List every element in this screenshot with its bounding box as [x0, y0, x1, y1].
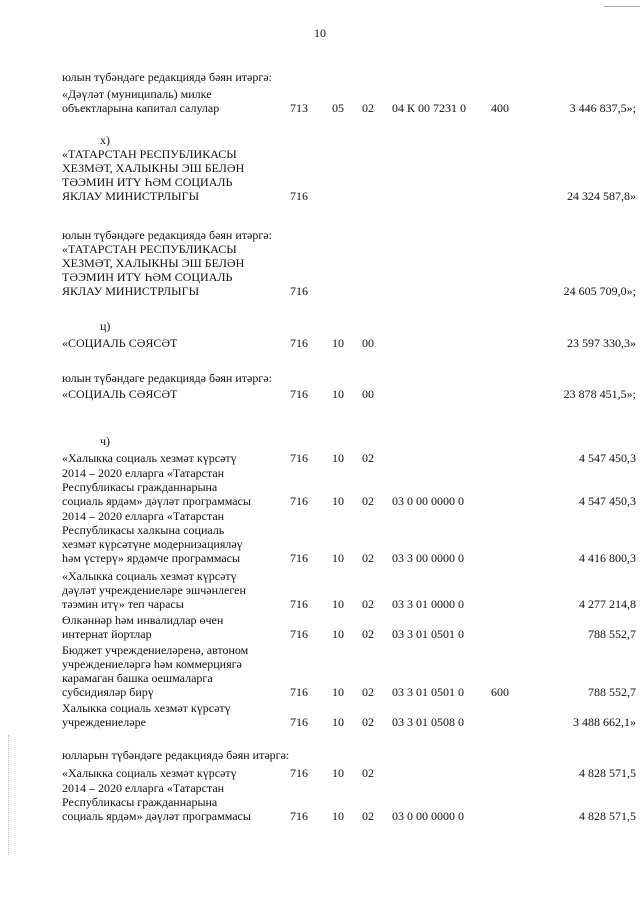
target-article-code: 03 3 00 0000 0 [392, 551, 464, 565]
description-line: ХЕЗМӘТ, ХАЛЫКНЫ ЭШ БЕЛӘН [62, 161, 245, 175]
page-number: 10 [314, 26, 326, 40]
subsection-code: 02 [362, 451, 374, 465]
description-line: Бюджет учреждениеләренә, автоном [62, 643, 249, 657]
description-line: ХЕЗМӘТ, ХАЛЫКНЫ ЭШ БЕЛӘН [62, 256, 245, 270]
row-description [62, 613, 277, 641]
row-description [62, 509, 277, 565]
description-line: «ТАТАРСТАН РЕСПУБЛИКАСЫ [62, 242, 237, 256]
description-line: социаль ярдәм» дәүләт программасы [62, 494, 251, 508]
description-line: «СОЦИАЛЬ СӘЯСӘТ [62, 387, 178, 401]
ministry-code: 716 [290, 494, 308, 508]
description-line: «СОЦИАЛЬ СӘЯСӘТ [62, 336, 178, 350]
section-code: 10 [332, 685, 344, 699]
section-code: 10 [332, 766, 344, 780]
section-code: 10 [332, 715, 344, 729]
section-code: 10 [332, 597, 344, 611]
description-line: карамаган башка оешмаларга [62, 671, 213, 685]
description-line: дәүләт учреждениеләре эшчәнлеген [62, 583, 246, 597]
description-line: учреждениеләргә һәм коммерциягә [62, 657, 242, 671]
ministry-code: 716 [290, 336, 308, 350]
section-code: 10 [332, 627, 344, 641]
row-description [62, 766, 277, 780]
row-description [62, 466, 277, 508]
scan-edge-mark [8, 735, 10, 855]
ministry-code: 716 [290, 685, 308, 699]
section-code: 10 [332, 551, 344, 565]
description-line: ТӘЭМИН ИТҮ ҺӘМ СОЦИАЛЬ [62, 175, 233, 189]
description-line: «Халыкка социаль хезмәт күрсәтү [62, 569, 237, 583]
target-article-code: 03 3 01 0000 0 [392, 597, 464, 611]
description-line: субсидияләр бирү [62, 685, 154, 699]
expense-type-code: 600 [491, 685, 509, 699]
target-article-code: 03 0 00 0000 0 [392, 494, 464, 508]
target-article-code: 04 К 00 7231 0 [392, 101, 467, 115]
ministry-code: 716 [290, 809, 308, 823]
amount: 4 828 571,5 [579, 766, 636, 780]
description-line: Өлкәннәр һәм инвалидлар өчен [62, 613, 224, 627]
subsection-code: 00 [362, 336, 374, 350]
description-line: Республикасы гражданнарына [62, 480, 218, 494]
row-description [62, 781, 277, 823]
description-line: 2014 – 2020 елларга «Татарстан [62, 509, 225, 523]
amount: 3 488 662,1» [573, 715, 636, 729]
amount: 4 828 571,5 [579, 809, 636, 823]
target-article-code: 03 0 00 0000 0 [392, 809, 464, 823]
amount: 4 547 450,3 [579, 451, 636, 465]
description-line: 2014 – 2020 елларга «Татарстан [62, 466, 225, 480]
amount: 23 878 451,5»; [563, 387, 636, 401]
row-description [62, 87, 277, 115]
subsection-code: 00 [362, 387, 374, 401]
description-line: хезмәт күрсәтүне модернизацияләү [62, 537, 243, 551]
description-line: ТӘЭМИН ИТҮ ҺӘМ СОЦИАЛЬ [62, 270, 233, 284]
ministry-code: 716 [290, 387, 308, 401]
amount: 4 416 800,3 [579, 551, 636, 565]
amount: 788 552,7 [588, 627, 636, 641]
ministry-code: 716 [290, 551, 308, 565]
corner-mark [604, 0, 640, 7]
subsection-code: 02 [362, 551, 374, 565]
instruction-line: юлын түбәндәге редакциядә бәян итәргә: [62, 70, 272, 84]
section-code: 10 [332, 451, 344, 465]
ministry-code: 716 [290, 597, 308, 611]
section-code: 10 [332, 387, 344, 401]
ministry-code: 716 [290, 627, 308, 641]
amount: 24 324 587,8» [567, 189, 636, 203]
description-line: һәм үстерү» ярдәмче программасы [62, 551, 241, 565]
description-line: «Дәүләт (муниципаль) милке [62, 87, 212, 101]
subsection-code: 02 [362, 494, 374, 508]
ministry-code: 716 [290, 284, 308, 298]
amount: 4 277 214,8 [579, 597, 636, 611]
section-code: 10 [332, 494, 344, 508]
subitem-letter: ч) [100, 434, 111, 448]
section-code: 10 [332, 809, 344, 823]
description-line: Республикасы гражданнарына [62, 795, 218, 809]
amount: 4 547 450,3 [579, 494, 636, 508]
description-line: интернат йортлар [62, 627, 152, 641]
description-line: социаль ярдәм» дәүләт программасы [62, 809, 251, 823]
row-description [62, 147, 277, 203]
target-article-code: 03 3 01 0501 0 [392, 685, 464, 699]
instruction-line: юлларын түбәндәге редакциядә бәян итәргә: [62, 748, 290, 762]
section-code: 10 [332, 336, 344, 350]
ministry-code: 716 [290, 715, 308, 729]
row-description [62, 336, 277, 350]
description-line: ЯКЛАУ МИНИСТРЛЫГЫ [62, 284, 200, 298]
ministry-code: 716 [290, 451, 308, 465]
subsection-code: 02 [362, 766, 374, 780]
amount: 788 552,7 [588, 685, 636, 699]
description-line: «ТАТАРСТАН РЕСПУБЛИКАСЫ [62, 147, 237, 161]
ministry-code: 716 [290, 189, 308, 203]
instruction-line: юлын түбәндәге редакциядә бәян итәргә: [62, 228, 272, 242]
description-line: объектларына капитал салулар [62, 101, 220, 115]
instruction-line: юлын түбәндәге редакциядә бәян итәргә: [62, 371, 272, 385]
target-article-code: 03 3 01 0501 0 [392, 627, 464, 641]
subitem-letter: ц) [100, 319, 111, 333]
description-line: ЯКЛАУ МИНИСТРЛЫГЫ [62, 189, 200, 203]
ministry-code: 713 [290, 101, 308, 115]
description-line: учреждениеләре [62, 715, 146, 729]
subsection-code: 02 [362, 627, 374, 641]
subsection-code: 02 [362, 715, 374, 729]
subsection-code: 02 [362, 685, 374, 699]
description-line: Республикасы халкына социаль [62, 523, 225, 537]
description-line: «Халыкка социаль хезмәт күрсәтү [62, 451, 237, 465]
row-description [62, 701, 277, 729]
subsection-code: 02 [362, 597, 374, 611]
description-line: Халыкка социаль хезмәт күрсәтү [62, 701, 231, 715]
section-code: 05 [332, 101, 344, 115]
subitem-letter: х) [100, 133, 110, 147]
row-description [62, 451, 277, 465]
description-line: 2014 – 2020 елларга «Татарстан [62, 781, 225, 795]
ministry-code: 716 [290, 766, 308, 780]
row-description [62, 387, 277, 401]
amount: 24 605 709,0»; [563, 284, 636, 298]
target-article-code: 03 3 01 0508 0 [392, 715, 464, 729]
expense-type-code: 400 [491, 101, 509, 115]
description-line: тәэмин итү» теп чарасы [62, 597, 184, 611]
subsection-code: 02 [362, 809, 374, 823]
row-description [62, 569, 277, 611]
description-line: «Халыкка социаль хезмәт күрсәтү [62, 766, 237, 780]
row-description [62, 242, 277, 298]
subsection-code: 02 [362, 101, 374, 115]
amount: 3 446 837,5»; [569, 101, 636, 115]
amount: 23 597 330,3» [567, 336, 636, 350]
row-description [62, 643, 277, 699]
